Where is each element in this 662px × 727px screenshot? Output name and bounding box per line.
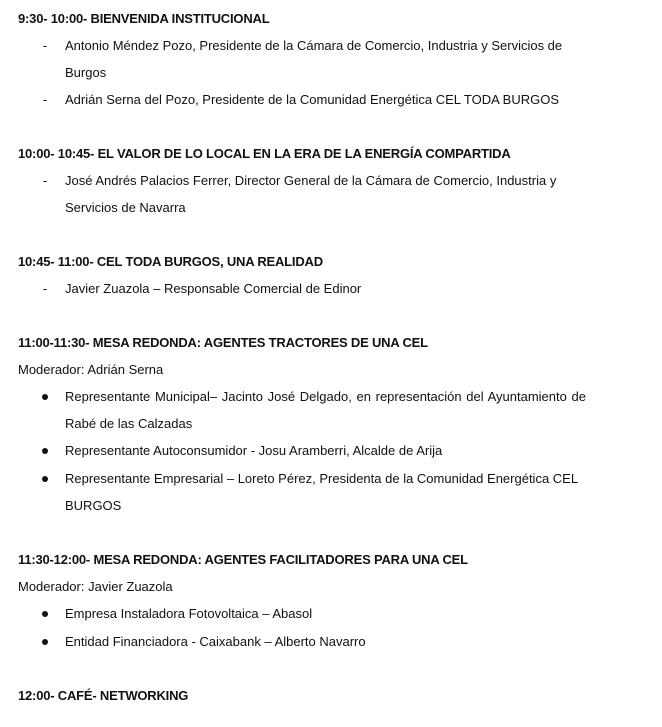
list-item [38,275,586,302]
session-heading: 9:30- 10:00- BIENVENIDA INSTITUCIONAL [18,11,270,26]
session-heading: 11:30-12:00- MESA REDONDA: AGENTES FACILITADORES PARA UNA CEL [18,552,468,567]
item-text: Adrián Serna del Pozo, Presidente de la Comunidad Energética CEL TODA BURGOS [65,92,560,107]
list-item [38,437,586,464]
item-text: Javier Zuazola – Responsable Comercial de Edinor [65,281,362,296]
list-item [38,167,586,221]
item-text: Empresa Instaladora Fotovoltaica – Abasol [65,606,313,621]
session-heading: 11:00-11:30- MESA REDONDA: AGENTES TRACTORES DE UNA CEL [18,335,428,350]
list-item [38,383,586,437]
item-text: Entidad Financiadora - Caixabank – Alberto Navarro [65,634,366,649]
list-item [38,600,586,627]
list-item [38,32,586,86]
dash-marker: - [42,38,48,53]
moderator-label: Moderador: Javier Zuazola [18,579,173,594]
moderator-label: Moderador: Adrián Serna [18,362,164,377]
session-heading: 12:00- CAFÉ- NETWORKING [18,688,189,703]
list-item [38,628,586,655]
list-item [38,465,586,519]
session-heading: 10:00- 10:45- EL VALOR DE LO LOCAL EN LA ERA DE LA ENERGÍA COMPARTIDA [18,146,511,161]
item-text: Antonio Méndez Pozo, Presidente de la Cámara de Comercio, Industria y Servicios de Burgos [65,38,563,80]
list-item [38,86,586,113]
item-text: Representante Autoconsumidor - Josu Aramberri, Alcalde de Arija [65,443,443,458]
session-heading: 10:45- 11:00- CEL TODA BURGOS, UNA REALIDAD [18,254,323,269]
dash-marker: - [42,281,48,296]
dash-marker: - [42,173,48,188]
item-text: Representante Empresarial – Loreto Pérez, Presidenta de la Comunidad Energética CEL BURGOS [65,471,578,513]
item-text: José Andrés Palacios Ferrer, Director General de la Cámara de Comercio, Industria y Servicios de Navarra [65,173,557,215]
dash-marker: - [42,92,48,107]
item-text: Representante Municipal– Jacinto José Delgado, en representación del Ayuntamiento de Rabé de las Calzadas [65,389,586,431]
